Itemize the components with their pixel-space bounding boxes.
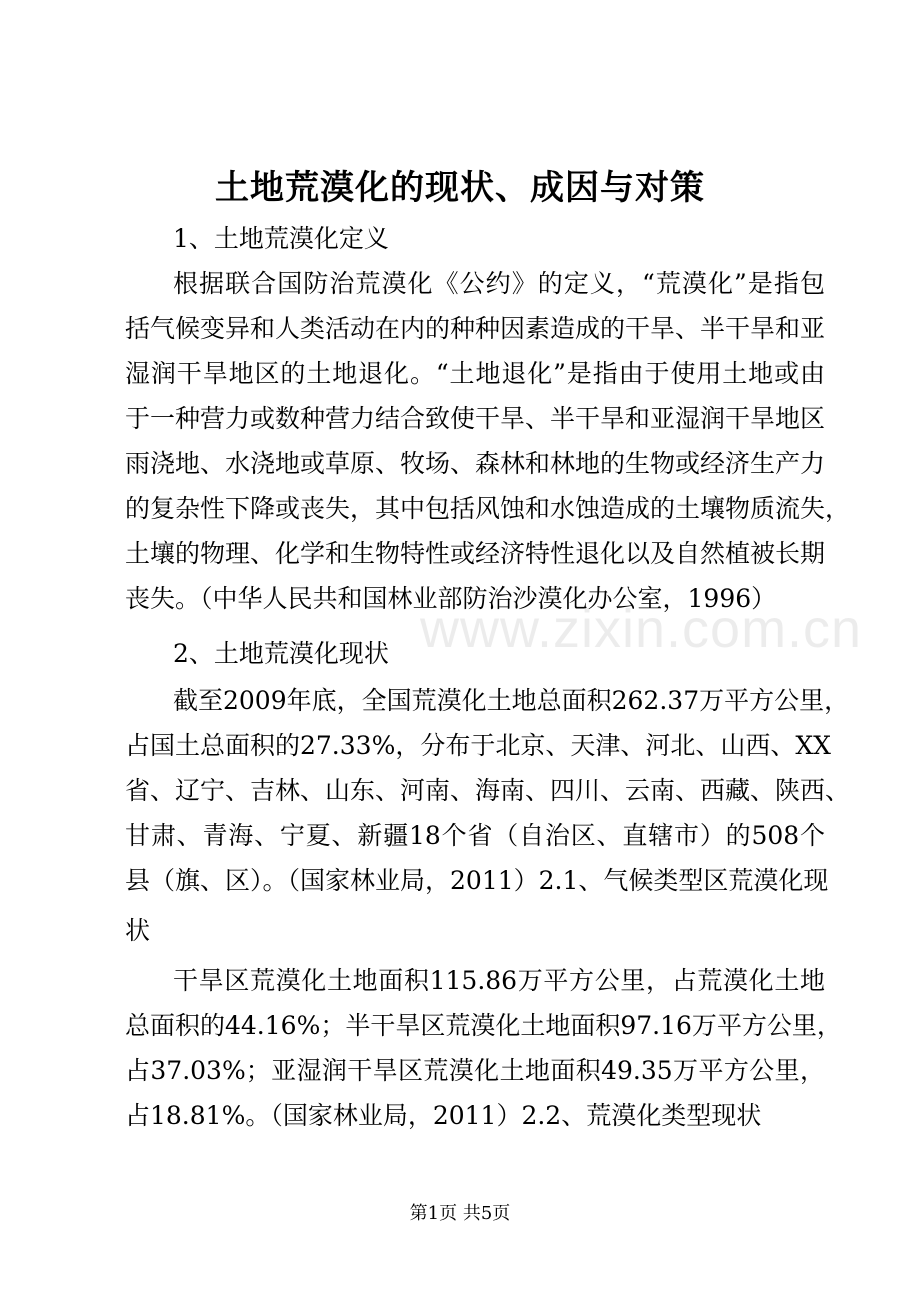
paragraph-line: 县（旗、区）。（国家林业局，2011）2.1、气候类型区荒漠化现: [125, 866, 829, 895]
paragraph-line: 省、辽宁、吉林、山东、河南、海南、四川、云南、西藏、陕西、: [125, 776, 851, 805]
paragraph-line: 干旱区荒漠化土地面积115.86万平方公里，占荒漠化土地: [173, 966, 825, 995]
paragraph-line: 雨浇地、水浇地或草原、牧场、森林和林地的生物或经济生产力: [125, 449, 826, 478]
section-heading-status: 2、土地荒漠化现状: [173, 639, 389, 668]
paragraph-line: 总面积的44.16%；半干旱区荒漠化土地面积97.16万平方公里，: [125, 1011, 842, 1040]
paragraph-line: 湿润干旱地区的土地退化。“土地退化”是指由于使用土地或由: [125, 359, 825, 388]
paragraph-line: 占18.81%。（国家林业局，2011）2.2、荒漠化类型现状: [125, 1101, 762, 1130]
paragraph-line: 括气候变异和人类活动在内的种种因素造成的干旱、半干旱和亚: [125, 314, 826, 343]
watermark: www.zixin.com.cn: [420, 599, 863, 659]
paragraph-line: 的复杂性下降或丧失，其中包括风蚀和水蚀造成的土壤物质流失，: [125, 494, 851, 523]
paragraph-line: 占国土总面积的27.33%，分布于北京、天津、河北、山西、XX: [125, 731, 831, 760]
page-footer: 第1页 共5页: [409, 1203, 511, 1224]
paragraph-line: 截至2009年底，全国荒漠化土地总面积262.37万平方公里，: [173, 686, 850, 715]
paragraph-line: 状: [125, 916, 151, 945]
paragraph-line: 占37.03%；亚湿润干旱区荒漠化土地面积49.35万平方公里，: [125, 1056, 825, 1085]
paragraph-line: 丧失。（中华人民共和国林业部防治沙漠化办公室，1996）: [125, 584, 777, 613]
document-title: 土地荒漠化的现状、成因与对策: [215, 168, 705, 208]
paragraph-line: 于一种营力或数种营力结合致使干旱、半干旱和亚湿润干旱地区: [125, 404, 826, 433]
paragraph-line: 根据联合国防治荒漠化《公约》的定义，“荒漠化”是指包: [173, 269, 825, 298]
paragraph-line: 土壤的物理、化学和生物特性或经济特性退化以及自然植被长期: [125, 539, 826, 568]
paragraph-line: 甘肃、青海、宁夏、新疆18个省（自治区、直辖市）的508个: [125, 821, 825, 850]
section-heading-definition: 1、土地荒漠化定义: [173, 224, 389, 253]
